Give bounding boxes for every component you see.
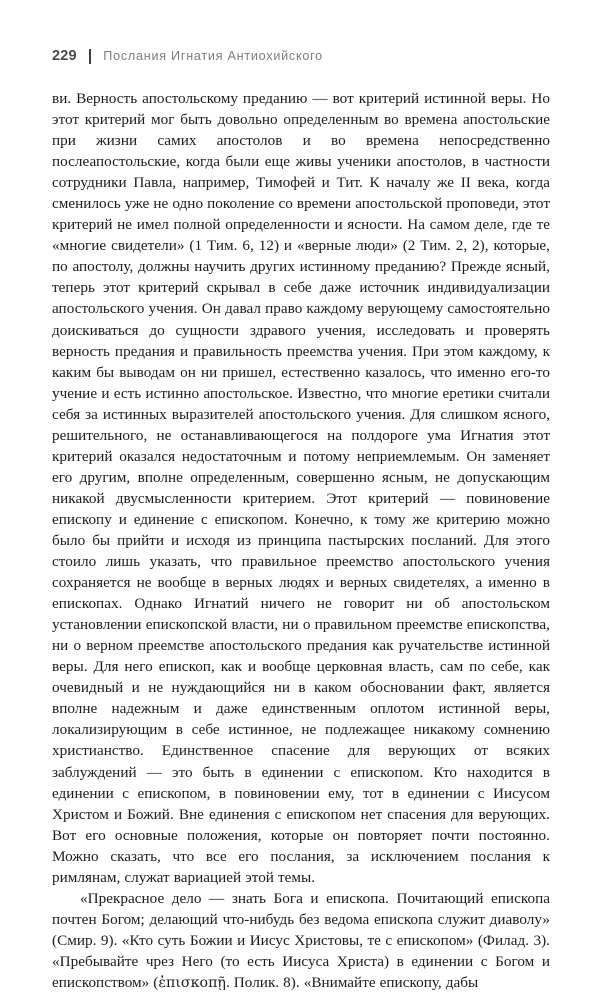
- body-text-block: [52, 88, 550, 994]
- running-head-title: Послания Игнатия Антиохийского: [103, 49, 323, 63]
- paragraph-continued: ви. Верность апостольскому преданию — вот критерий истинной веры. Но этот критерий мог быть довольно определенным во времена апостольские при жизни самих апостолов и во времена непосредственно послеапостольские, когда были еще живы ученики апостолов, в частности сотрудники Павла, например, Тимофей и Тит. К началу же II века, когда сменилось уже не одно поколение со времени апостольской проповеди, этот критерий не имел полной определенности и ясности. На самом деле, где те «многие свидетели» (1 Тим. 6, 12) и «верные люди» (2 Тим. 2, 2), которые, по апостолу, должны научить других истинному преданию? Прежде ясный, теперь этот критерий скрывал в себе даже источник индивидуализации апостольского учения. Он давал право каждому верующему самостоятельно доискиваться до сущности здравого учения, исследовать и проверять верность предания и правильность преемства учения. При этом каждому, к каким бы выводам он ни пришел, естественно казалось, что именно его-то учение и есть истинно апостольское. Известно, что многие еретики считали себя за истинных выразителей апостольского учения. Для слишком ясного, решительного, не останавливающегося на полдороге ума Игнатия этот критерий оказался недостаточным и потому неприемлемым. Он заменяет его другим, вполне определенным, совершенно ясным, не допускающим никакой двусмысленности критерием. Этот критерий — повиновение епископу и единение с епископом. Конечно, к тому же критерию можно было бы прийти и исходя из принципа пастырских посланий. Для этого стоило лишь указать, что правильное преемство апостольского учения сохраняется не вообще в верных людях и верных свидетелях, а именно в епископах. Однако Игнатий ничего не говорит ни об апостольском установлении епископской власти, ни о правильном преемстве епископства, ни о верном преемстве апостольского предания как ручательстве истинной веры. Для него епископ, как и вообще церковная власть, сам по себе, как очевидный и не нуждающийся ни в каком обосновании факт, является вполне надежным и даже единственным оплотом истинной веры, локализирующим в себе истинное, не подлежащее никакому сомнению христианство. Единственное спасение для верующих от всяких заблуждений — это быть в единении с епископом. Кто находится в единении с епископом, в повиновении ему, тот в единении с Иисусом Христом и Божий. Вне единения с епископом нет спасения для верующих. Вот его основные положения, которые он повторяет почти постоянно. Можно сказать, что все его послания, за исключением послания к римлянам, служат вариацией этой темы.: [52, 90, 550, 886]
- quote-text-after-greek: . Полик. 8). «Внимайте епископу, дабы: [225, 973, 479, 991]
- greek-term: ἐπισκοπῇ: [158, 974, 226, 991]
- page-number: 229: [52, 48, 77, 64]
- quote-text-before-greek: «Прекрасное дело — знать Бога и епископа. Почитающий епископа почтен Богом; делающий что-нибудь без ведома епископа служит диаволу» (Смир. 9). «Кто суть Божии и Иисус Христовы, те с епископом» (Филад. 3). «Пребывайте чрез Него (то есть Иисуса Христа) в единении с Богом и епископством» (: [52, 889, 550, 991]
- running-head: [52, 44, 323, 68]
- paragraph-quotations: [52, 888, 550, 994]
- running-head-separator: [89, 49, 92, 64]
